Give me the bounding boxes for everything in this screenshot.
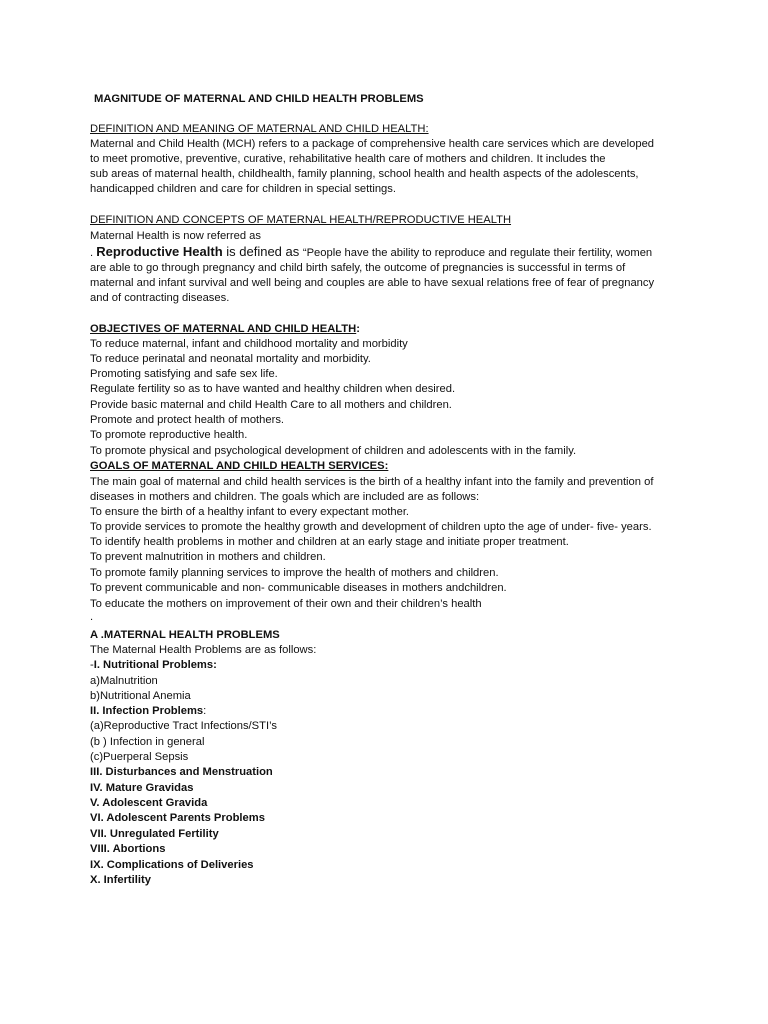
- problem-heading: VI. Adolescent Parents Problems: [90, 812, 265, 824]
- objective-item: To promote reproductive health.: [90, 429, 248, 441]
- sec1-line: sub areas of maternal health, childhealth, family planning, school health and health aspects of the adolescents,: [90, 168, 639, 180]
- problem-subitem: a)Malnutrition: [90, 675, 158, 687]
- problem-heading: III. Disturbances and Menstruation: [90, 766, 273, 778]
- infection-problems-heading: II. Infection Problems: [90, 705, 204, 717]
- sec1-line: to meet promotive, preventive, curative, rehabilitative health care of mothers and children. It includes the: [90, 153, 606, 165]
- definition-text: “People have the ability to reproduce and regulate their fertility, women: [302, 247, 653, 259]
- dash-prefix: -: [90, 659, 94, 671]
- problem-heading: VIII. Abortions: [90, 843, 166, 855]
- page-title: MAGNITUDE OF MATERNAL AND CHILD HEALTH PROBLEMS: [94, 93, 424, 105]
- problem-subitem: (c)Puerperal Sepsis: [90, 751, 189, 763]
- objective-item: To promote physical and psychological development of children and adolescents with in the family.: [90, 445, 577, 457]
- problem-heading: V. Adolescent Gravida: [90, 797, 208, 809]
- reproductive-health-term: Reproductive Health: [96, 244, 223, 259]
- objective-item: To reduce maternal, infant and childhood mortality and morbidity: [90, 338, 408, 350]
- problem-heading: VII. Unregulated Fertility: [90, 828, 219, 840]
- stray-dot: .: [90, 611, 94, 623]
- sec2-heading: DEFINITION AND CONCEPTS OF MATERNAL HEALTH/REPRODUCTIVE HEALTH: [90, 214, 512, 226]
- problem-heading: IV. Mature Gravidas: [90, 782, 194, 794]
- goal-line: To ensure the birth of a healthy infant to every expectant mother.: [90, 506, 410, 518]
- sec2-lead-line: [90, 244, 652, 261]
- sec3-heading-colon: :: [356, 323, 360, 335]
- problem-subitem: (a)Reproductive Tract Infections/STI’s: [90, 720, 277, 732]
- goal-line: The main goal of maternal and child health services is the birth of a healthy infant into the family and prevention of: [90, 476, 654, 488]
- problem-heading: IX. Complications of Deliveries: [90, 859, 254, 871]
- goal-line: To educate the mothers on improvement of their own and their children’s health: [90, 598, 482, 610]
- goal-line: To promote family planning services to improve the health of mothers and children.: [90, 567, 499, 579]
- goal-line: diseases in mothers and children. The goals which are included are as follows:: [90, 491, 480, 503]
- sec2-line: maternal and infant survival and well being and couples are able to have sexual relations free of fear of pregnancy: [90, 277, 655, 289]
- problem-subitem: (b ) Infection in general: [90, 736, 205, 748]
- sec1-line: handicapped children and care for children in special settings.: [90, 183, 396, 195]
- sec5-intro: The Maternal Health Problems are as follows:: [90, 644, 317, 656]
- objective-item: Regulate fertility so as to have wanted and healthy children when desired.: [90, 383, 456, 395]
- problem-group-heading: [90, 704, 206, 719]
- goal-line: To provide services to promote the healthy growth and development of children upto the age of under- five- years.: [90, 521, 652, 533]
- problem-subitem: b)Nutritional Anemia: [90, 690, 191, 702]
- sec3-heading: OBJECTIVES OF MATERNAL AND CHILD HEALTH: [90, 323, 357, 335]
- sec5-heading: A .MATERNAL HEALTH PROBLEMS: [90, 629, 280, 641]
- defined-as-text: is defined as: [222, 244, 303, 259]
- sec1-heading: DEFINITION AND MEANING OF MATERNAL AND CHILD HEALTH:: [90, 123, 429, 135]
- goal-line: To identify health problems in mother and children at an early stage and initiate proper treatment.: [90, 536, 569, 548]
- sec4-heading: GOALS OF MATERNAL AND CHILD HEALTH SERVICES:: [90, 460, 389, 472]
- sec2-line: and of contracting diseases.: [90, 292, 230, 304]
- objective-item: Provide basic maternal and child Health Care to all mothers and children.: [90, 399, 452, 411]
- sec2-line: are able to go through pregnancy and child birth safely, the outcome of pregnancies is successful in terms of: [90, 262, 626, 274]
- sec2-line: Maternal Health is now referred as: [90, 230, 261, 242]
- sec1-line: Maternal and Child Health (MCH) refers to a package of comprehensive health care services which are developed: [90, 138, 655, 150]
- nutritional-problems-heading: I. Nutritional Problems:: [93, 659, 217, 671]
- goal-line: To prevent communicable and non- communicable diseases in mothers andchildren.: [90, 582, 507, 594]
- problem-group-heading: [90, 658, 217, 673]
- lead-dot: .: [90, 247, 97, 259]
- sec3-heading-line: [90, 322, 360, 337]
- objective-item: Promoting satisfying and safe sex life.: [90, 368, 278, 380]
- goal-line: To prevent malnutrition in mothers and children.: [90, 551, 326, 563]
- problem-heading: X. Infertility: [90, 874, 151, 886]
- infection-colon: :: [203, 705, 207, 717]
- objective-item: To reduce perinatal and neonatal mortality and morbidity.: [90, 353, 371, 365]
- objective-item: Promote and protect health of mothers.: [90, 414, 285, 426]
